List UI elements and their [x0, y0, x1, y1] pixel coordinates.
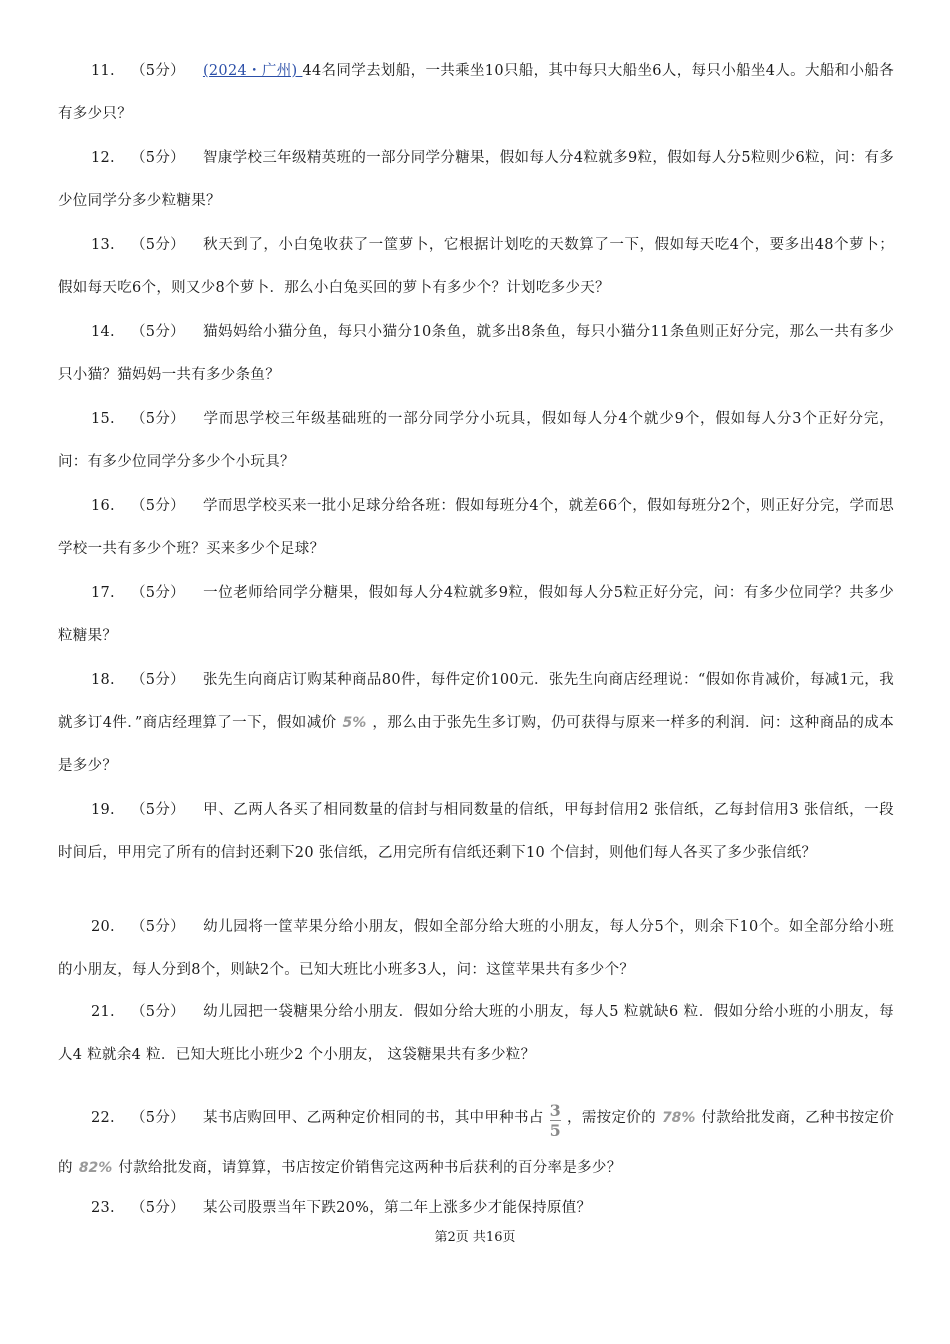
question-text: 张先生向商店订购某种商品80件，每件定价100元．张先生向商店经理说：“假如你肯减价，每减1元，我就多订4件．”商店经理算了一下，假如减价 — [58, 672, 894, 731]
question-number: 14. — [91, 324, 115, 340]
question-score: （5分） — [131, 1004, 185, 1020]
question-20 — [58, 906, 894, 992]
question-number: 16. — [91, 498, 115, 514]
question-21 — [58, 991, 894, 1077]
question-number: 17. — [91, 585, 115, 601]
question-text: 甲、乙两人各买了相同数量的信封与相同数量的信纸，甲每封信用2 张信纸，乙每封信用3 张信纸，一段时间后，甲用完了所有的信封还剩下20 张信纸，乙用完所有信纸还剩下10 个信封，则他们每人各买了多少张信纸？ — [58, 802, 894, 861]
question-number: 15. — [91, 411, 115, 427]
question-number: 18. — [91, 672, 115, 688]
question-text: 某公司股票当年下跌20%，第二年上涨多少才能保持原值？ — [202, 1200, 592, 1216]
question-score: （5分） — [131, 411, 185, 427]
question-text: 猫妈妈给小猫分鱼，每只小猫分10条鱼，就多出8条鱼，每只小猫分11条鱼则正好分完，那么一共有多少只小猫？猫妈妈一共有多少条鱼？ — [58, 324, 894, 383]
question-score: （5分） — [131, 237, 185, 253]
question-score: （5分） — [131, 1110, 185, 1126]
question-22 — [58, 1093, 894, 1193]
source-link[interactable]: (2024・广州) — [202, 63, 303, 79]
question-score: （5分） — [131, 802, 185, 818]
question-number: 23. — [91, 1200, 115, 1216]
question-text: 智康学校三年级精英班的一部分同学分糖果，假如每人分4粒就多9粒，假如每人分5粒则少6粒，问：有多少位同学分多少粒糖果？ — [58, 150, 894, 209]
percent-image: 82% — [78, 1160, 113, 1176]
question-number: 12. — [91, 150, 115, 166]
question-score: （5分） — [131, 585, 185, 601]
question-23 — [58, 1187, 894, 1230]
page-footer: 第2页 共16页 — [434, 1230, 516, 1245]
question-text: 秋天到了，小白兔收获了一筐萝卜，它根据计划吃的天数算了一下，假如每天吃4个，要多出48个萝卜；假如每天吃6个，则又少8个萝卜．那么小白兔买回的萝卜有多少个？计划吃多少天？ — [58, 237, 894, 296]
question-text: 学而思学校三年级基础班的一部分同学分小玩具，假如每人分4个就少9个，假如每人分3个正好分完，问：有多少位同学分多少个小玩具？ — [58, 411, 894, 470]
question-score: （5分） — [131, 63, 185, 79]
question-19 — [58, 789, 894, 875]
question-text-cont: ，需按定价的 — [567, 1110, 656, 1126]
question-number: 22. — [91, 1110, 115, 1126]
question-18 — [58, 659, 894, 788]
question-13 — [58, 224, 894, 310]
question-score: （5分） — [131, 324, 185, 340]
question-15 — [58, 398, 894, 484]
question-14 — [58, 311, 894, 397]
question-text: 幼儿园把一袋糖果分给小朋友．假如分给大班的小朋友，每人5 粒就缺6 粒．假如分给小班的小朋友，每人4 粒就余4 粒．已知大班比小班少2 个小朋友， 这袋糖果共有多少粒？ — [58, 1004, 894, 1063]
question-score: （5分） — [131, 919, 185, 935]
question-score: （5分） — [131, 1200, 185, 1216]
question-number: 20. — [91, 919, 115, 935]
question-text: 幼儿园将一筐苹果分给小朋友，假如全部分给大班的小朋友，每人分5个，则余下10个。如全部分给小班的小朋友，每人分到8个，则缺2个。已知大班比小班多3人，问：这筐苹果共有多少个？ — [58, 919, 894, 978]
question-number: 21. — [91, 1004, 115, 1020]
question-score: （5分） — [131, 498, 185, 514]
question-17 — [58, 572, 894, 658]
fraction-image — [550, 1102, 561, 1139]
question-text-cont: 付款给批发商，请算算，书店按定价销售完这两种书后获利的百分率是多少？ — [118, 1160, 622, 1176]
fraction-denominator: 5 — [549, 1121, 562, 1140]
question-text: 一位老师给同学分糖果，假如每人分4粒就多9粒，假如每人分5粒正好分完，问：有多少位同学？共多少粒糖果？ — [58, 585, 894, 644]
question-score: （5分） — [131, 150, 185, 166]
question-number: 13. — [91, 237, 115, 253]
question-11 — [58, 50, 894, 136]
question-text-cont: 付款给批发商，乙种书按定价的 — [58, 1110, 894, 1176]
fraction-numerator: 3 — [549, 1101, 562, 1120]
question-score: （5分） — [131, 672, 185, 688]
question-text-cont: ，那么由于张先生多订购，仍可获得与原来一样多的利润．问：这种商品的成本是多少？ — [58, 715, 895, 774]
percent-image: 5% — [342, 715, 367, 731]
question-16 — [58, 485, 894, 571]
question-text: 44名同学去划船，一共乘坐10只船，其中每只大船坐6人，每只小船坐4人。大船和小船各有多少只？ — [58, 63, 894, 122]
question-number: 19. — [91, 802, 115, 818]
question-text: 某书店购回甲、乙两种定价相同的书，其中甲种书占 — [202, 1110, 544, 1126]
question-number: 11. — [91, 63, 115, 79]
question-12 — [58, 137, 894, 223]
percent-image: 78% — [661, 1110, 696, 1126]
question-text: 学而思学校买来一批小足球分给各班：假如每班分4个，就差66个，假如每班分2个，则正好分完，学而思学校一共有多少个班？买来多少个足球？ — [58, 498, 894, 557]
